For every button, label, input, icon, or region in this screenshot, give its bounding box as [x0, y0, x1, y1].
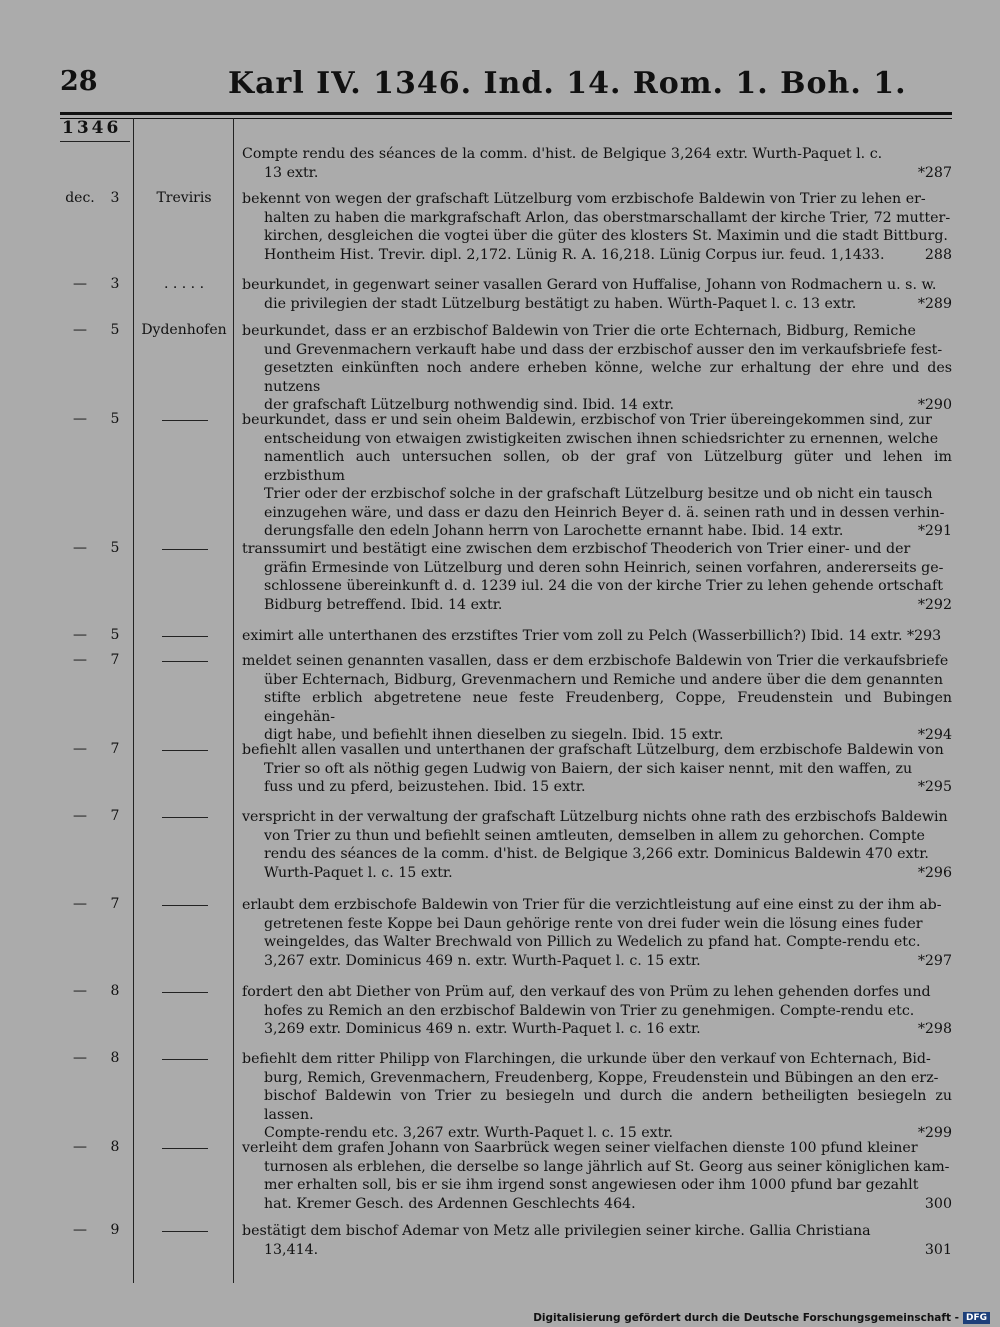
entry-month: —	[73, 540, 87, 556]
entry-text-line: 13 extr.	[264, 164, 319, 181]
entry-number: *298	[917, 1021, 952, 1037]
entry-text-line: befiehlt allen vasallen und unterthanen der grafschaft Lützelburg, dem erzbischofe Baldewin von	[242, 742, 944, 758]
entry-text-line: weingeldes, das Walter Brechwald von Pillich zu Wedelich zu pfand hat. Compte-rendu etc.	[264, 934, 921, 950]
entry-text	[242, 411, 952, 541]
entry-text	[242, 652, 952, 745]
entry-day: 8	[110, 1050, 120, 1066]
entry-last-line	[242, 522, 952, 541]
place-ditto-dash	[162, 992, 208, 993]
entry-number: 301	[924, 1241, 952, 1258]
entry-day: 3	[110, 190, 120, 206]
entry-text-line: Hontheim Hist. Trevir. dipl. 2,172. Lünig R. A. 16,218. Lünig Corpus iur. feud. 1,1433.	[264, 246, 885, 263]
entry-text-line: schlossene übereinkunft d. d. 1239 iul. 24 die von der kirche Trier zu lehen gehende ortschaft	[264, 578, 943, 594]
page-number: 28	[60, 66, 98, 97]
entry-text	[242, 540, 952, 614]
entry-day: 5	[110, 627, 120, 643]
entry-month: —	[73, 896, 87, 912]
entry-text-line: Trier oder der erzbischof solche in der grafschaft Lützelburg besitze und ob nicht ein tausch	[264, 486, 933, 502]
entry-text	[242, 808, 952, 882]
entry-text-line: gesetzten einkünften noch andere erheben könne, welche zur erhaltung der ehre und des nutzens	[264, 360, 952, 395]
entry-month: —	[73, 322, 87, 338]
entry-text-line: 3,269 extr. Dominicus 469 n. extr. Wurth-Paquet l. c. 16 extr.	[264, 1021, 701, 1037]
entry-text-line: namentlich auch untersuchen sollen, ob der graf von Lützelburg güter und lehen im erzbisthum	[264, 449, 952, 484]
entry-text-line: hofes zu Remich an den erzbischof Baldewin von Trier zu genehmigen. Compte-rendu etc.	[264, 1002, 915, 1019]
entry-text-line: beurkundet, in gegenwart seiner vasallen Gerard von Huffalise, Johann von Rodmachern u. s. w.	[242, 277, 937, 293]
entry-day: 5	[110, 322, 120, 338]
entry-text	[242, 145, 952, 182]
page-header	[60, 66, 960, 106]
entry-text-line: fuss und zu pferd, beizustehen. Ibid. 15 extr.	[264, 779, 586, 795]
entry-month: —	[73, 276, 87, 292]
place-ditto-dash	[162, 549, 208, 550]
entry-text-line: beurkundet, dass er an erzbischof Baldewin von Trier die orte Echternach, Bidburg, Remiche	[242, 323, 916, 339]
entry-month: —	[73, 627, 87, 643]
header-rule	[60, 112, 952, 115]
entry-text	[242, 190, 952, 264]
entry-month: —	[73, 983, 87, 999]
date-column-rule	[133, 118, 134, 1283]
entry-text-line: kirchen, desgleichen die vogtei über die güter des klosters St. Maximin und die stadt Bittburg.	[264, 228, 948, 244]
entry-text-line: 13,414.	[264, 1241, 319, 1258]
entry-last-line	[242, 596, 952, 615]
entry-text-line: meldet seinen genannten vasallen, dass er dem erzbischofe Baldewin von Trier die verkaufsbriefe	[242, 653, 949, 669]
footer-text: Digitalisierung gefördert durch die Deutsche Forschungsgemeinschaft -	[533, 1312, 959, 1324]
entry-text-line: und Grevenmachern verkauft habe und dass der erzbischof ausser den im verkaufsbriefe fest-	[264, 341, 943, 358]
entry-month: —	[73, 808, 87, 824]
entry-month: —	[73, 411, 87, 427]
entry-number: *299	[917, 1125, 952, 1141]
entry-number: *289	[917, 295, 952, 312]
entry-text-line: Compte rendu des séances de la comm. d'hist. de Belgique 3,264 extr. Wurth-Paquet l. c.	[242, 146, 883, 162]
entry-text-line: befiehlt dem ritter Philipp von Flarchingen, die urkunde über den verkauf von Echternach, Bid-	[242, 1051, 931, 1067]
entry-text-line: transsumirt und bestätigt eine zwischen dem erzbischof Theoderich von Trier einer- und der	[242, 541, 911, 557]
year-label: 1346	[62, 118, 122, 138]
entry-number: *291	[917, 523, 952, 539]
place-ditto-dash	[162, 905, 208, 906]
entry-last-line	[242, 952, 952, 971]
place-ditto-dash	[162, 1148, 208, 1149]
entry-day: 3	[110, 276, 120, 292]
entry-text-line: verspricht in der verwaltung der grafschaft Lützelburg nichts ohne rath des erzbischofs Baldewin	[242, 809, 948, 825]
entry-last-line	[242, 778, 952, 797]
entry-text-line: turnosen als erblehen, die derselbe so lange jährlich auf St. Georg aus seiner königlichen kam-	[264, 1158, 950, 1175]
entry-number: *297	[917, 952, 952, 969]
entry-day: 5	[110, 540, 120, 556]
place-ditto-dash	[162, 1231, 208, 1232]
entry-text-line: verleiht dem grafen Johann von Saarbrück wegen seiner vielfachen dienste 100 pfund kleiner	[242, 1140, 918, 1156]
entry-day: 8	[110, 983, 120, 999]
entry-text-line: digt habe, und befiehlt ihnen dieselben zu siegeln. Ibid. 15 extr.	[264, 727, 724, 743]
header-rule-thin	[60, 118, 952, 119]
entry-last-line	[242, 295, 952, 314]
entry-month: —	[73, 652, 87, 668]
entry-text-line: stifte erblich abgetretene neue feste Freudenberg, Coppe, Freudenstein und Bubingen eingehän-	[264, 690, 952, 725]
place-ditto-dash	[162, 420, 208, 421]
entry-last-line	[242, 164, 952, 183]
place-ditto-dash	[162, 1059, 208, 1060]
entry-day: 7	[110, 741, 120, 757]
entry-month: —	[73, 1139, 87, 1155]
entry-place: Dydenhofen	[141, 322, 227, 338]
place-ditto-dash	[162, 750, 208, 751]
entry-text-line: gräfin Ermesinde von Lützelburg und deren sohn Heinrich, seinen vorfahren, andererseits ge-	[264, 559, 944, 576]
entry-place: Treviris	[156, 190, 212, 206]
entry-number: *287	[917, 164, 952, 181]
entry-text-line: 3,267 extr. Dominicus 469 n. extr. Wurth-Paquet l. c. 15 extr.	[264, 952, 701, 969]
place-ditto-dash	[162, 661, 208, 662]
entry-text-line: rendu des séances de la comm. d'hist. de Belgique 3,266 extr. Dominicus Baldewin 470 extr.	[264, 846, 929, 862]
entry-number: *292	[917, 596, 952, 613]
entry-text	[242, 983, 952, 1039]
entry-number: *296	[917, 864, 952, 881]
entry-day: 8	[110, 1139, 120, 1155]
dfg-logo: DFG	[963, 1312, 990, 1324]
entry-day: 7	[110, 896, 120, 912]
entry-text-line: Trier so oft als nöthig gegen Ludwig von Baiern, der sich kaiser nennt, mit den waffen, zu	[264, 760, 913, 777]
entry-text-line: halten zu haben die markgrafschaft Arlon, das oberstmarschallamt der kirche Trier, 72 mutter-	[264, 209, 951, 226]
entry-last-line	[242, 246, 952, 265]
entry-number: 288	[924, 246, 952, 263]
entry-text-line: von Trier zu thun und befiehlt seinen amtleuten, demselben in allem zu gehorchen. Compte	[264, 827, 925, 844]
place-ditto-dash	[162, 817, 208, 818]
entry-month: —	[73, 741, 87, 757]
entry-last-line	[242, 1020, 952, 1039]
entry-day: 7	[110, 652, 120, 668]
entry-number: 300	[924, 1195, 952, 1212]
entry-text	[242, 322, 952, 415]
entry-text	[242, 1139, 952, 1213]
entry-text-line: mer erhalten soll, bis er sie ihm irgend sonst angewiesen oder ihm 1000 pfund bar gezahlt	[264, 1177, 919, 1193]
entry-text-line: Compte-rendu etc. 3,267 extr. Wurth-Paquet l. c. 15 extr.	[264, 1125, 674, 1141]
entry-day: 7	[110, 808, 120, 824]
year-underline	[60, 141, 130, 142]
entry-text-line: derungsfalle den edeln Johann herrn von Larochette ernannt habe. Ibid. 14 extr.	[264, 523, 844, 539]
footer-credit	[533, 1309, 990, 1327]
entry-text-line: erlaubt dem erzbischofe Baldewin von Trier für die verzichtleistung auf eine einst zu der ihm ab-	[242, 897, 942, 913]
entry-text-line: bekennt von wegen der grafschaft Lützelburg vom erzbischofe Baldewin von Trier zu lehen er-	[242, 191, 926, 207]
entry-last-line	[242, 1195, 952, 1214]
entry-last-line	[242, 864, 952, 883]
entry-text-line: eximirt alle unterthanen des erzstiftes Trier vom zoll zu Pelch (Wasserbillich?) Ibid. 14 extr. *293	[242, 628, 942, 644]
entry-month: —	[73, 1050, 87, 1066]
entry-text-line: über Echternach, Bidburg, Grevenmachern und Remiche und andere über die dem genannten	[264, 671, 943, 688]
entry-day: 5	[110, 411, 120, 427]
entry-text-line: Wurth-Paquet l. c. 15 extr.	[264, 864, 453, 881]
entry-text-line: burg, Remich, Grevenmachern, Freudenberg, Koppe, Freudenstein und Bübingen an den erz-	[264, 1069, 939, 1086]
entry-month: —	[73, 1222, 87, 1238]
entry-text	[242, 896, 952, 970]
entry-text	[242, 741, 952, 797]
entry-text-line: bischof Baldewin von Trier zu besiegeln und durch die andern betheiligten besiegeln zu lassen.	[264, 1088, 952, 1123]
entry-text-line: bestätigt dem bischof Ademar von Metz alle privilegien seiner kirche. Gallia Christiana	[242, 1223, 871, 1239]
entry-text-line: hat. Kremer Gesch. des Ardennen Geschlechts 464.	[264, 1195, 636, 1212]
entry-place: . . . . .	[163, 276, 205, 292]
entry-number: *295	[917, 779, 952, 795]
entry-month: dec.	[65, 190, 95, 206]
entry-last-line	[242, 1241, 952, 1260]
entry-number: *290	[917, 397, 952, 413]
entry-text-line: die privilegien der stadt Lützelburg bestätigt zu haben. Würth-Paquet l. c. 13 extr.	[264, 295, 857, 312]
entry-number: *294	[917, 727, 952, 743]
entry-text-line: beurkundet, dass er und sein oheim Baldewin, erzbischof von Trier übereingekommen sind, zur	[242, 412, 932, 428]
entry-text	[242, 1222, 952, 1259]
entry-text-line: entscheidung von etwaigen zwistigkeiten zwischen ihnen schiedsrichter zu ernennen, welche	[264, 430, 939, 447]
entry-text-line: Bidburg betreffend. Ibid. 14 extr.	[264, 596, 503, 613]
entry-text	[242, 276, 952, 313]
place-column-rule	[233, 118, 234, 1283]
entry-text-line: getretenen feste Koppe bei Daun gehörige rente von drei fuder wein die lösung eines fuder	[264, 915, 923, 932]
entry-text-line: der grafschaft Lützelburg nothwendig sind. Ibid. 14 extr.	[264, 397, 675, 413]
entry-text	[242, 627, 952, 646]
entry-text-line: fordert den abt Diether von Prüm auf, den verkauf des von Prüm zu lehen gehenden dorfes und	[242, 984, 931, 1000]
entry-text-line: einzugehen wäre, und dass er dazu den Heinrich Beyer d. ä. seinen rath und in dessen verhin-	[264, 504, 945, 521]
running-title: Karl IV. 1346. Ind. 14. Rom. 1. Boh. 1.	[228, 66, 907, 101]
place-ditto-dash	[162, 636, 208, 637]
entry-text	[242, 1050, 952, 1143]
entry-day: 9	[110, 1222, 120, 1238]
